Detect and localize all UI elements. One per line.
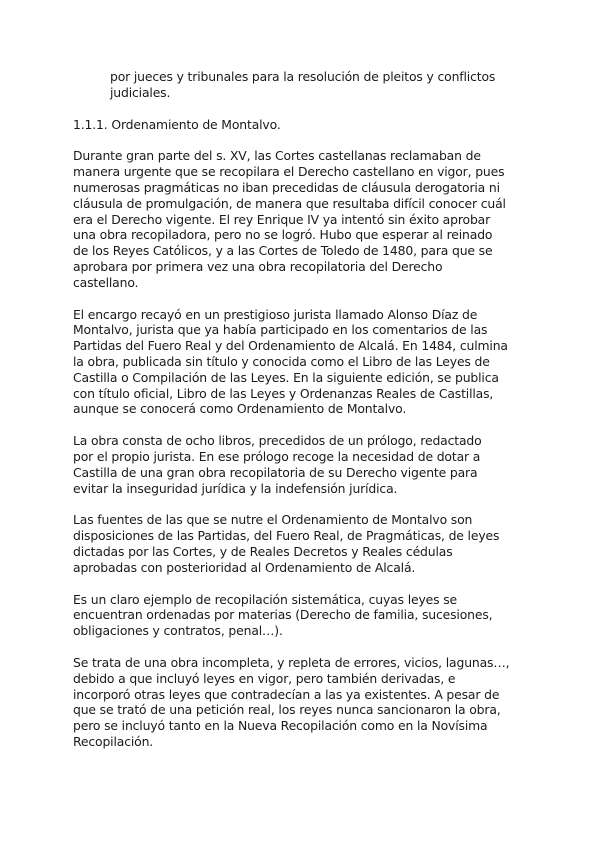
text-line: Es un claro ejemplo de recopilación sistemática, cuyas leyes se (73, 591, 457, 607)
text-line: que se trató de una petición real, los reyes nunca sancionaron la obra, (73, 702, 501, 718)
text-line: era el Derecho vigente. El rey Enrique IV ya intentó sin éxito aprobar (73, 211, 491, 227)
text-line: castellano. (73, 274, 139, 290)
text-line: Castilla o Compilación de las Leyes. En la siguiente edición, se publica (73, 369, 499, 385)
text-line: Durante gran parte del s. XV, las Cortes castellanas reclamaban de (73, 148, 481, 164)
text-line: cláusula de promulgación, de manera que resultaba difícil conocer cuál (73, 195, 506, 211)
text-line: Las fuentes de las que se nutre el Ordenamiento de Montalvo son (73, 512, 473, 528)
text-line: la obra, publicada sin título y conocida como el Libro de las Leyes de (73, 353, 490, 369)
text-line: Castilla de una gran obra recopilatoria de su Derecho vigente para (73, 464, 478, 480)
text-line: El encargo recayó en un prestigioso jurista llamado Alonso Díaz de (73, 306, 478, 322)
text-line: Se trata de una obra incompleta, y repleta de errores, vicios, lagunas…, (73, 654, 510, 670)
paragraph-1 (73, 148, 530, 290)
paragraph-2 (73, 307, 530, 418)
text-line: dictadas por las Cortes, y de Reales Decretos y Reales cédulas (73, 543, 453, 559)
text-line: judiciales. (110, 84, 171, 100)
text-line: numerosas pragmáticas no iban precedidas de cláusula derogatoria ni (73, 179, 500, 195)
text-line: encuentran ordenadas por materias (Derecho de familia, sucesiones, (73, 607, 493, 623)
text-line: una obra recopiladora, pero no se logró. Hubo que esperar al reinado (73, 227, 493, 243)
text-line: evitar la inseguridad jurídica y la indefensión jurídica. (73, 480, 398, 496)
text-line: incorporó otras leyes que contradecían a las ya existentes. A pesar de (73, 686, 500, 702)
section-heading: 1.1.1. Ordenamiento de Montalvo. (73, 116, 281, 132)
text-line: con título oficial, Libro de las Leyes y Ordenanzas Reales de Castillas, (73, 385, 494, 401)
text-line: Montalvo, jurista que ya había participado en los comentarios de las (73, 322, 488, 338)
paragraph-4 (73, 512, 530, 575)
text-line: La obra consta de ocho libros, precedidos de un prólogo, redactado (73, 433, 482, 449)
paragraph-3 (73, 433, 530, 496)
text-line: aprobadas con posterioridad al Ordenamiento de Alcalá. (73, 559, 416, 575)
text-line: manera urgente que se recopilara el Derecho castellano en vigor, pues (73, 164, 505, 180)
text-line: Partidas del Fuero Real y del Ordenamiento de Alcalá. En 1484, culmina (73, 338, 508, 354)
text-line: de los Reyes Católicos, y a las Cortes de Toledo de 1480, para que se (73, 243, 493, 259)
text-line: pero se incluyó tanto en la Nueva Recopilación como en la Novísima (73, 718, 488, 734)
text-line: obligaciones y contratos, penal…). (73, 623, 283, 639)
paragraph-6 (73, 655, 530, 750)
paragraph-5 (73, 592, 530, 639)
text-line: por jueces y tribunales para la resolución de pleitos y conflictos (110, 69, 496, 84)
text-line: aunque se conocerá como Ordenamiento de Montalvo. (73, 401, 407, 417)
text-line: disposiciones de las Partidas, del Fuero Real, de Pragmáticas, de leyes (73, 528, 500, 544)
text-line: aprobara por primera vez una obra recopilatoria del Derecho (73, 258, 443, 274)
text-line: debido a que incluyó leyes en vigor, pero también derivadas, e (73, 670, 456, 686)
text-line: Recopilación. (73, 733, 154, 749)
text-line: por el propio jurista. En ese prólogo recoge la necesidad de dotar a (73, 448, 481, 464)
continuation-paragraph (73, 69, 530, 101)
